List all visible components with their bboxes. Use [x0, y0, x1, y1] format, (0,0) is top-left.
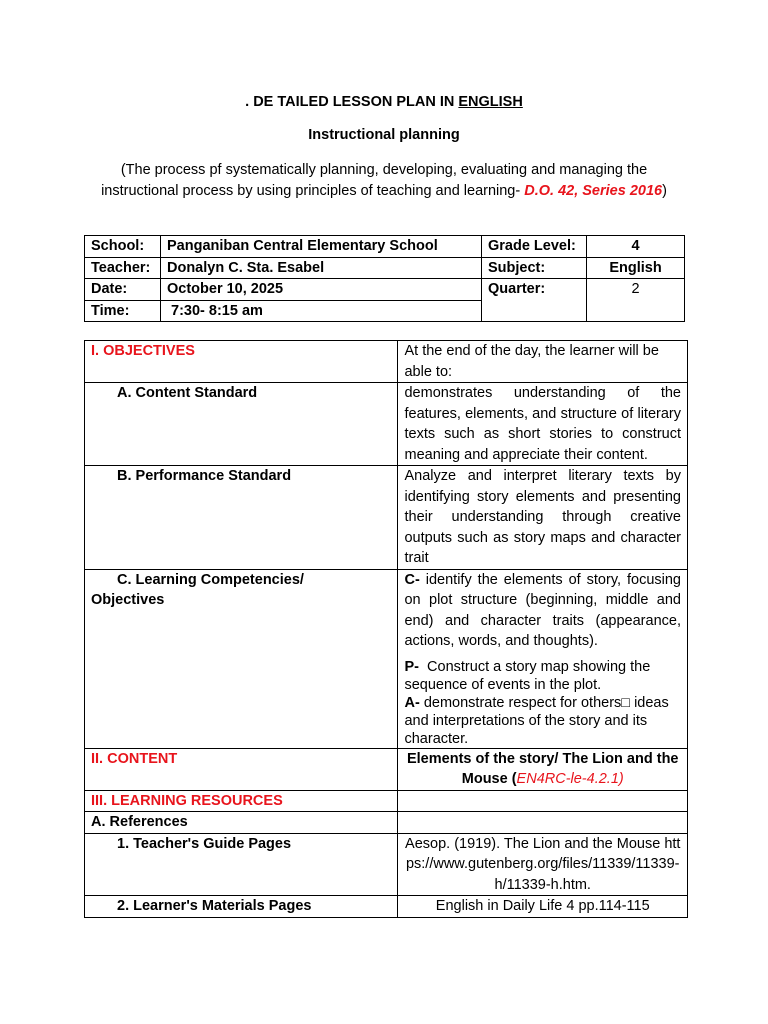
title-subject: ENGLISH [458, 94, 523, 110]
title-prefix: . DE TAILED LESSON PLAN IN [245, 94, 459, 110]
lm-text: English in Daily Life 4 pp.114-115 [398, 896, 688, 918]
objectives-row [85, 341, 688, 383]
p-prefix: P- [404, 658, 419, 675]
competencies-label-line1: C. Learning Competencies/ [117, 571, 304, 588]
competencies-label-line2: Objectives [91, 592, 165, 608]
lm-label: 2. Learner's Materials Pages [85, 896, 398, 918]
references-label: A. References [85, 812, 398, 834]
tg-text: Aesop. (1919). The Lion and the Mouse https://www.gutenberg.org/files/11339/11339-h/11339-h.htm. [398, 833, 688, 896]
quarter-label: Quarter: [482, 279, 587, 322]
learners-materials-row [85, 896, 688, 918]
content-title [398, 748, 688, 790]
content-title-text: Elements of the story/ The Lion and the Mouse ( [406, 750, 679, 787]
resources-empty [398, 790, 688, 812]
performance-standard-row [85, 466, 688, 570]
objectives-intro: At the end of the day, the learner will be able to: [398, 341, 688, 383]
performance-standard-label: B. Performance Standard [85, 466, 398, 570]
a-text: demonstrate respect for others□ ideas and interpretations of the story and its character. [404, 694, 669, 747]
resources-row [85, 790, 688, 812]
quarter-value: 2 [587, 279, 685, 322]
resources-heading: III. LEARNING RESOURCES [85, 790, 398, 812]
date-value: October 10, 2025 [161, 279, 482, 301]
grade-value: 4 [587, 236, 685, 258]
references-empty [398, 812, 688, 834]
intro-paragraph [100, 160, 668, 201]
intro-reference: D.O. 42, Series 2016 [524, 182, 663, 199]
info-table [84, 235, 685, 322]
competencies-row [85, 569, 688, 748]
competencies-text [398, 569, 688, 748]
school-label: School: [85, 236, 161, 258]
competencies-label [85, 569, 398, 748]
page-title [0, 94, 768, 110]
cognitive-objective [404, 570, 681, 652]
c-prefix: C- [404, 571, 420, 588]
content-standard-text: demonstrates understanding of the features, elements, and structure of literary texts such as short stories to construct meaning and appreciate their content. [398, 383, 688, 466]
content-heading: II. CONTENT [85, 748, 398, 790]
subject-label: Subject: [482, 257, 587, 279]
c-text: identify the elements of story, focusing on plot structure (beginning, middle and end) and character traits (appearance, actions, words, and thoughts). [404, 571, 681, 649]
subject-value: English [587, 257, 685, 279]
teacher-value: Donalyn C. Sta. Esabel [161, 257, 482, 279]
tg-label: 1. Teacher's Guide Pages [85, 833, 398, 896]
grade-label: Grade Level: [482, 236, 587, 258]
teacher-label: Teacher: [85, 257, 161, 279]
time-value: 7:30- 8:15 am [161, 300, 482, 322]
lesson-plan-table [84, 340, 688, 918]
time-label: Time: [85, 300, 161, 322]
objectives-heading: I. OBJECTIVES [85, 341, 398, 383]
intro-text: (The process pf systematically planning, developing, evaluating and managing the instructional process by using principles of teaching and learning- [101, 162, 648, 199]
performance-standard-text: Analyze and interpret literary texts by identifying story elements and presenting their understanding through creative outputs such as story maps and character trait [398, 466, 688, 570]
content-code: EN4RC-le-4.2.1) [516, 771, 624, 787]
psychomotor-objective [404, 658, 681, 694]
content-standard-row [85, 383, 688, 466]
content-row [85, 748, 688, 790]
page-subtitle: Instructional planning [308, 127, 460, 143]
content-standard-label: A. Content Standard [85, 383, 398, 466]
teachers-guide-row [85, 833, 688, 896]
p-text: Construct a story map showing the sequence of events in the plot. [404, 658, 655, 693]
date-label: Date: [85, 279, 161, 301]
affective-objective [404, 694, 681, 748]
school-value: Panganiban Central Elementary School [161, 236, 482, 258]
a-prefix: A- [404, 694, 420, 711]
intro-close: ) [662, 182, 667, 199]
references-row [85, 812, 688, 834]
